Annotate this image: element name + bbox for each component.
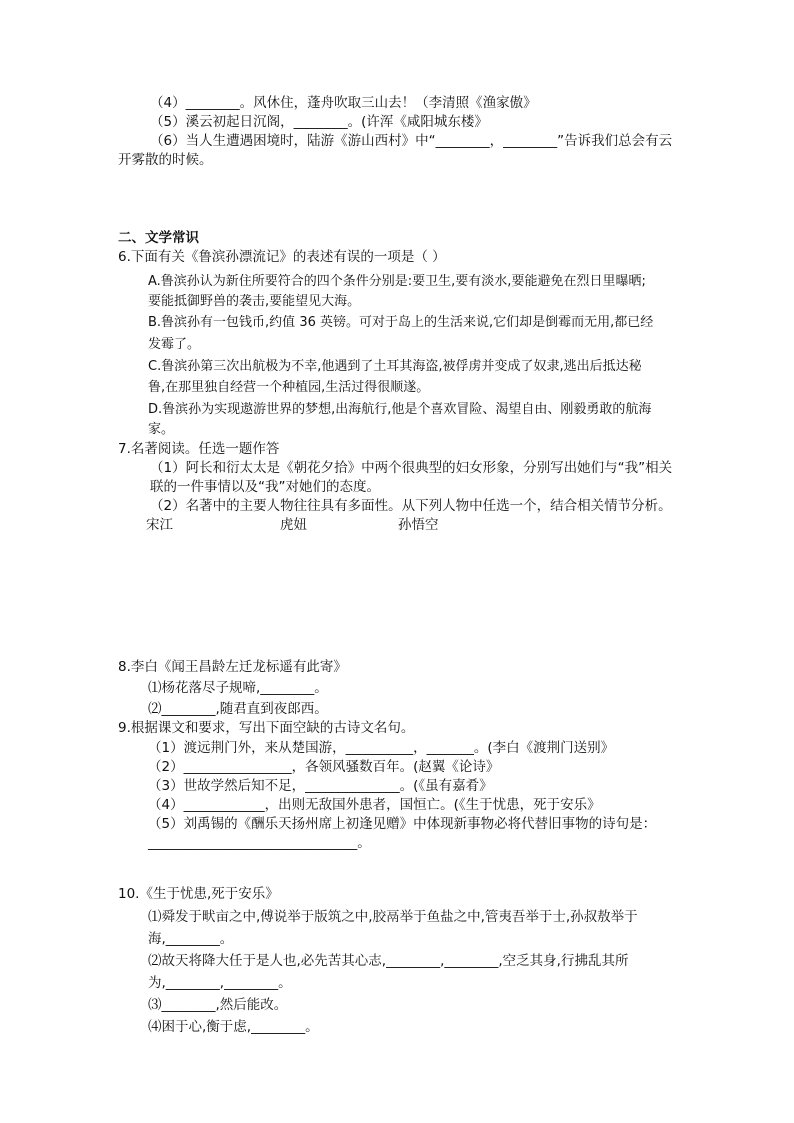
q10-item2: ⑵故天将降大任于是人也,必先苦其心志,________,________,空乏其身,行拂乱其所: [148, 953, 629, 969]
item-4: （4）________。风休住，蓬舟吹取三山去！（李清照《渔家傲》: [150, 95, 537, 111]
q6-option-b-cont: 发霉了。: [148, 337, 201, 352]
q6-option-d-cont: 家。: [148, 422, 175, 437]
q6-option-a-cont: 要能抵御野兽的袭击,要能望见大海。: [148, 294, 361, 309]
q10-stem: 10.《生于忧患,死于安乐》: [118, 886, 279, 902]
q10-item4: ⑷困于心,衡于虑,________。: [148, 1019, 319, 1035]
q9-item5: （5）刘禹锡的《酬乐天扬州席上初逢见赠》中体现新事物必将代替旧事物的诗句是：: [148, 816, 657, 832]
q10-item1: ⑴舜发于畎亩之中,傅说举于版筑之中,胶鬲举于鱼盐之中,管夷吾举于士,孙叔敖举于: [148, 909, 638, 925]
q8-item1: ⑴杨花落尽子规啼,________。: [148, 680, 328, 696]
q6-option-b: B.鲁滨孙有一包钱币,约值 36 英镑。可对于岛上的生活来说,它们却是倒霉而无用,都已经: [148, 315, 654, 330]
q9-item2: （2）________________，各领风骚数百年。(赵翼《论诗》: [148, 759, 500, 775]
q8-item2: ⑵________,随君直到夜郎西。: [148, 701, 328, 717]
q7-item1: （1）阿长和衍太太是《朝花夕拾》中两个很典型的妇女形象，分别写出她们与“我”相关: [150, 460, 673, 476]
q9-item3: （3）世故学然后知不足，______________。(《虽有嘉肴》: [148, 778, 493, 794]
q6-stem: 6.下面有关《鲁滨孙漂流记》的表述有误的一项是（ ）: [118, 249, 446, 265]
q7-item1-cont: 联的一件事情以及“我”对她们的态度。: [150, 479, 380, 495]
q7-stem: 7.名著阅读。任选一题作答: [118, 441, 280, 457]
q6-option-c: C.鲁滨孙第三次出航极为不幸,他遇到了土耳其海盗,被俘虏并变成了奴隶,逃出后抵达秘: [148, 359, 642, 374]
item-5: （5）溪云初起日沉阁，________。(许浑《咸阳城东楼》: [150, 114, 488, 130]
q10-item1-cont: 海,________。: [148, 931, 234, 947]
q7-name-sunwukong: 孙悟空: [398, 517, 439, 533]
q10-item3: ⑶________,然后能改。: [148, 997, 288, 1013]
q9-stem: 9.根据课文和要求，写出下面空缺的古诗文名句。: [118, 720, 415, 736]
q7-item2: （2）名著中的主要人物往往具有多面性。从下列人物中任选一个，结合相关情节分析。: [150, 498, 672, 514]
q9-item1: （1）渡远荆门外，来从楚国游，__________，_______。(李白《渡荆门送别》: [148, 740, 615, 756]
q6-option-a: A.鲁滨孙认为新住所要符合的四个条件分别是:要卫生,要有淡水,要能避免在烈日里曝晒;: [148, 274, 646, 289]
q7-name-huniu: 虎妞: [280, 517, 307, 533]
section-title: 二、文学常识: [118, 230, 199, 246]
q6-option-c-cont: 鲁,在那里独自经营一个种植园,生活过得很顺遂。: [148, 380, 430, 395]
item-6-line1: （6）当人生遭遇困境时，陆游《游山西村》中“________，________”告诉我们总会有云: [150, 133, 673, 149]
item-6-line2: 开雾散的时候。: [118, 152, 213, 168]
q9-item4: （4）____________，出则无敌国外患者，国恒亡。(《生于忧患，死于安乐》: [148, 797, 601, 813]
q7-name-songjiang: 宋江: [146, 517, 173, 533]
q10-item2-cont: 为,________,________。: [148, 975, 292, 991]
q8-stem: 8.李白《闻王昌龄左迁龙标遥有此寄》: [118, 659, 347, 675]
q6-option-d: D.鲁滨孙为实现遨游世界的梦想,出海航行,他是个喜欢冒险、渴望自由、刚毅勇敢的航海: [148, 402, 652, 417]
q9-item5-answer-line: _______________________________。: [148, 835, 371, 851]
